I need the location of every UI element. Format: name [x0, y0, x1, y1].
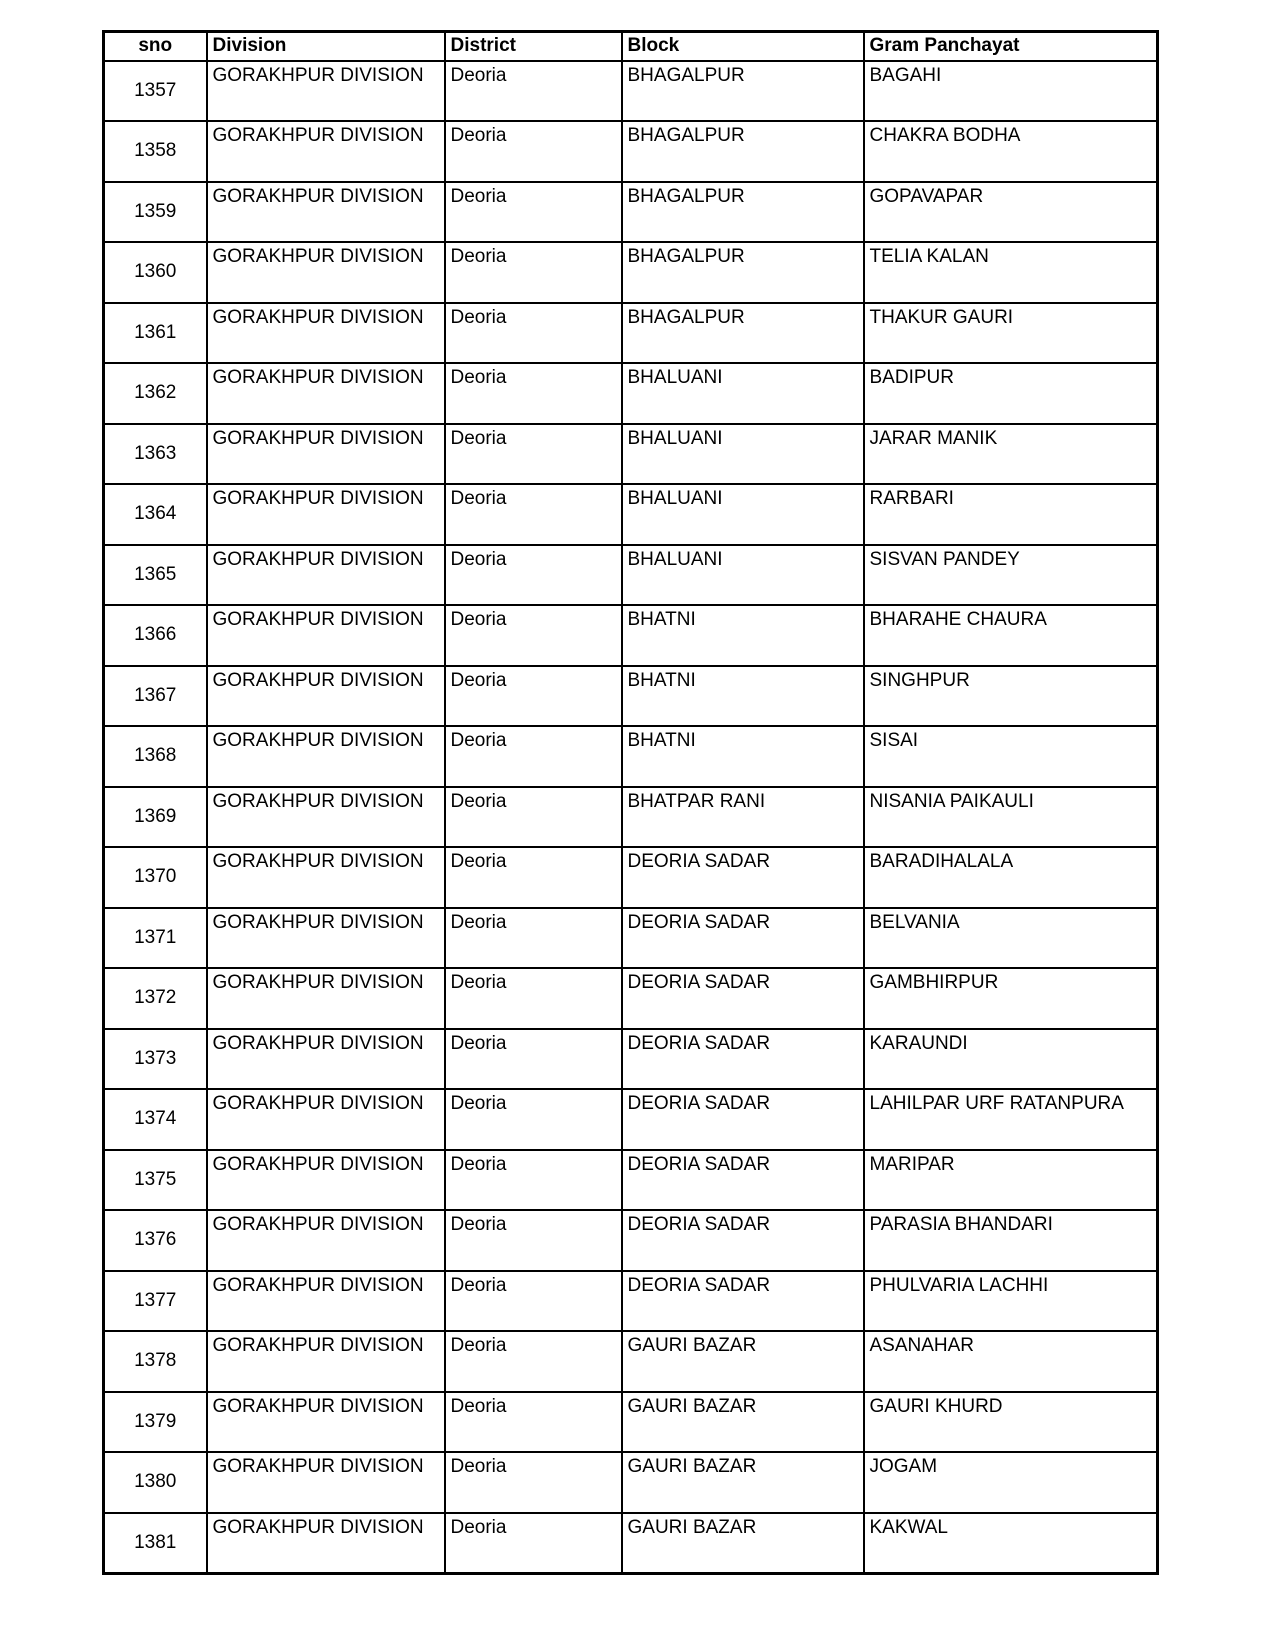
cell-sno: 1360: [104, 242, 207, 303]
table-row: [104, 424, 1158, 485]
cell-division: GORAKHPUR DIVISION: [207, 908, 445, 969]
cell-district: Deoria: [445, 242, 622, 303]
table-row: [104, 303, 1158, 364]
cell-division: GORAKHPUR DIVISION: [207, 363, 445, 424]
table-row: [104, 1089, 1158, 1150]
table-body: [104, 61, 1158, 1574]
cell-gram-panchayat: GOPAVAPAR: [864, 182, 1158, 243]
cell-division: GORAKHPUR DIVISION: [207, 121, 445, 182]
cell-sno: 1377: [104, 1271, 207, 1332]
cell-gram-panchayat: SISVAN PANDEY: [864, 545, 1158, 606]
cell-sno: 1367: [104, 666, 207, 727]
cell-sno: 1371: [104, 908, 207, 969]
table-row: [104, 1392, 1158, 1453]
cell-gram-panchayat: PHULVARIA LACHHI: [864, 1271, 1158, 1332]
cell-sno: 1362: [104, 363, 207, 424]
cell-gram-panchayat: BHARAHE CHAURA: [864, 605, 1158, 666]
cell-block: BHAGALPUR: [622, 61, 864, 122]
cell-sno: 1369: [104, 787, 207, 848]
cell-district: Deoria: [445, 1331, 622, 1392]
cell-block: DEORIA SADAR: [622, 1150, 864, 1211]
cell-division: GORAKHPUR DIVISION: [207, 1150, 445, 1211]
cell-division: GORAKHPUR DIVISION: [207, 1089, 445, 1150]
cell-sno: 1366: [104, 605, 207, 666]
cell-gram-panchayat: THAKUR GAURI: [864, 303, 1158, 364]
cell-division: GORAKHPUR DIVISION: [207, 1452, 445, 1513]
cell-sno: 1373: [104, 1029, 207, 1090]
cell-block: BHATNI: [622, 726, 864, 787]
cell-gram-panchayat: NISANIA PAIKAULI: [864, 787, 1158, 848]
cell-block: DEORIA SADAR: [622, 1210, 864, 1271]
cell-district: Deoria: [445, 182, 622, 243]
cell-district: Deoria: [445, 908, 622, 969]
cell-block: BHALUANI: [622, 484, 864, 545]
table-row: [104, 1331, 1158, 1392]
cell-gram-panchayat: SISAI: [864, 726, 1158, 787]
cell-district: Deoria: [445, 1513, 622, 1574]
cell-sno: 1359: [104, 182, 207, 243]
cell-district: Deoria: [445, 303, 622, 364]
cell-division: GORAKHPUR DIVISION: [207, 787, 445, 848]
cell-gram-panchayat: KAKWAL: [864, 1513, 1158, 1574]
cell-sno: 1368: [104, 726, 207, 787]
cell-block: BHAGALPUR: [622, 121, 864, 182]
cell-sno: 1379: [104, 1392, 207, 1453]
cell-block: BHATPAR RANI: [622, 787, 864, 848]
cell-sno: 1378: [104, 1331, 207, 1392]
cell-gram-panchayat: PARASIA BHANDARI: [864, 1210, 1158, 1271]
table-row: [104, 787, 1158, 848]
cell-gram-panchayat: MARIPAR: [864, 1150, 1158, 1211]
cell-gram-panchayat: SINGHPUR: [864, 666, 1158, 727]
cell-block: BHALUANI: [622, 363, 864, 424]
cell-block: DEORIA SADAR: [622, 1089, 864, 1150]
table-row: [104, 1513, 1158, 1574]
cell-gram-panchayat: TELIA KALAN: [864, 242, 1158, 303]
cell-division: GORAKHPUR DIVISION: [207, 847, 445, 908]
cell-district: Deoria: [445, 363, 622, 424]
table-row: [104, 242, 1158, 303]
cell-division: GORAKHPUR DIVISION: [207, 605, 445, 666]
cell-block: GAURI BAZAR: [622, 1452, 864, 1513]
cell-gram-panchayat: CHAKRA BODHA: [864, 121, 1158, 182]
cell-block: BHATNI: [622, 605, 864, 666]
cell-district: Deoria: [445, 424, 622, 485]
cell-district: Deoria: [445, 1271, 622, 1332]
table-row: [104, 968, 1158, 1029]
cell-sno: 1370: [104, 847, 207, 908]
cell-block: DEORIA SADAR: [622, 908, 864, 969]
header-division: Division: [207, 32, 445, 61]
cell-block: GAURI BAZAR: [622, 1513, 864, 1574]
cell-division: GORAKHPUR DIVISION: [207, 1210, 445, 1271]
cell-district: Deoria: [445, 545, 622, 606]
cell-block: DEORIA SADAR: [622, 968, 864, 1029]
cell-district: Deoria: [445, 121, 622, 182]
gram-panchayat-table: [102, 30, 1159, 1575]
cell-block: BHAGALPUR: [622, 182, 864, 243]
cell-division: GORAKHPUR DIVISION: [207, 726, 445, 787]
cell-division: GORAKHPUR DIVISION: [207, 61, 445, 122]
cell-division: GORAKHPUR DIVISION: [207, 484, 445, 545]
cell-block: GAURI BAZAR: [622, 1331, 864, 1392]
table-row: [104, 121, 1158, 182]
cell-gram-panchayat: JOGAM: [864, 1452, 1158, 1513]
table-row: [104, 484, 1158, 545]
cell-gram-panchayat: KARAUNDI: [864, 1029, 1158, 1090]
cell-district: Deoria: [445, 847, 622, 908]
cell-division: GORAKHPUR DIVISION: [207, 303, 445, 364]
cell-block: BHAGALPUR: [622, 242, 864, 303]
header-row: [104, 32, 1158, 61]
cell-sno: 1357: [104, 61, 207, 122]
cell-district: Deoria: [445, 1150, 622, 1211]
cell-gram-panchayat: BADIPUR: [864, 363, 1158, 424]
table-row: [104, 666, 1158, 727]
header-block: Block: [622, 32, 864, 61]
table-header: [104, 32, 1158, 61]
cell-gram-panchayat: RARBARI: [864, 484, 1158, 545]
cell-division: GORAKHPUR DIVISION: [207, 545, 445, 606]
cell-block: DEORIA SADAR: [622, 1029, 864, 1090]
table-row: [104, 908, 1158, 969]
cell-district: Deoria: [445, 787, 622, 848]
cell-block: BHALUANI: [622, 424, 864, 485]
cell-district: Deoria: [445, 484, 622, 545]
cell-gram-panchayat: BARADIHALALA: [864, 847, 1158, 908]
cell-division: GORAKHPUR DIVISION: [207, 1392, 445, 1453]
cell-division: GORAKHPUR DIVISION: [207, 1029, 445, 1090]
cell-district: Deoria: [445, 1210, 622, 1271]
cell-gram-panchayat: JARAR MANIK: [864, 424, 1158, 485]
cell-block: GAURI BAZAR: [622, 1392, 864, 1453]
cell-division: GORAKHPUR DIVISION: [207, 424, 445, 485]
table-row: [104, 847, 1158, 908]
cell-sno: 1372: [104, 968, 207, 1029]
cell-block: DEORIA SADAR: [622, 847, 864, 908]
cell-gram-panchayat: GAURI KHURD: [864, 1392, 1158, 1453]
cell-division: GORAKHPUR DIVISION: [207, 242, 445, 303]
cell-district: Deoria: [445, 1029, 622, 1090]
cell-district: Deoria: [445, 61, 622, 122]
table-row: [104, 1271, 1158, 1332]
header-sno: sno: [104, 32, 207, 61]
cell-district: Deoria: [445, 1089, 622, 1150]
table-row: [104, 545, 1158, 606]
cell-sno: 1358: [104, 121, 207, 182]
table-row: [104, 61, 1158, 122]
table-row: [104, 726, 1158, 787]
cell-district: Deoria: [445, 666, 622, 727]
cell-gram-panchayat: ASANAHAR: [864, 1331, 1158, 1392]
cell-sno: 1380: [104, 1452, 207, 1513]
table-row: [104, 182, 1158, 243]
cell-gram-panchayat: BELVANIA: [864, 908, 1158, 969]
cell-district: Deoria: [445, 605, 622, 666]
cell-block: BHATNI: [622, 666, 864, 727]
cell-gram-panchayat: LAHILPAR URF RATANPURA: [864, 1089, 1158, 1150]
cell-block: BHAGALPUR: [622, 303, 864, 364]
cell-sno: 1375: [104, 1150, 207, 1211]
table-row: [104, 1452, 1158, 1513]
table-row: [104, 1210, 1158, 1271]
cell-sno: 1381: [104, 1513, 207, 1574]
cell-division: GORAKHPUR DIVISION: [207, 1271, 445, 1332]
cell-sno: 1364: [104, 484, 207, 545]
cell-gram-panchayat: BAGAHI: [864, 61, 1158, 122]
table-row: [104, 363, 1158, 424]
cell-block: BHALUANI: [622, 545, 864, 606]
cell-sno: 1376: [104, 1210, 207, 1271]
header-gram-panchayat: Gram Panchayat: [864, 32, 1158, 61]
cell-district: Deoria: [445, 1452, 622, 1513]
table-row: [104, 605, 1158, 666]
cell-sno: 1374: [104, 1089, 207, 1150]
cell-gram-panchayat: GAMBHIRPUR: [864, 968, 1158, 1029]
cell-block: DEORIA SADAR: [622, 1271, 864, 1332]
cell-division: GORAKHPUR DIVISION: [207, 1331, 445, 1392]
table-row: [104, 1029, 1158, 1090]
cell-sno: 1363: [104, 424, 207, 485]
cell-sno: 1361: [104, 303, 207, 364]
cell-division: GORAKHPUR DIVISION: [207, 182, 445, 243]
cell-division: GORAKHPUR DIVISION: [207, 1513, 445, 1574]
cell-sno: 1365: [104, 545, 207, 606]
table-row: [104, 1150, 1158, 1211]
header-district: District: [445, 32, 622, 61]
cell-district: Deoria: [445, 968, 622, 1029]
cell-district: Deoria: [445, 726, 622, 787]
cell-division: GORAKHPUR DIVISION: [207, 666, 445, 727]
cell-district: Deoria: [445, 1392, 622, 1453]
cell-division: GORAKHPUR DIVISION: [207, 968, 445, 1029]
